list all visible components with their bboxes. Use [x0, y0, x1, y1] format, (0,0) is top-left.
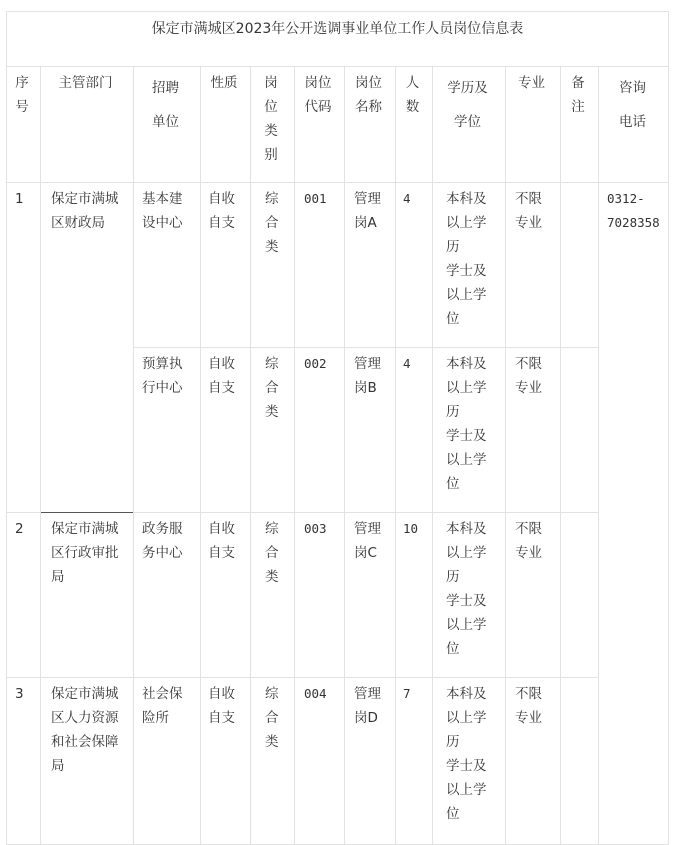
phone-cell [607, 187, 667, 235]
edu-cell-line: 以上学 [446, 710, 487, 726]
post-name-cell-line: 管理 [354, 191, 381, 207]
edu-cell-line: 历 [446, 404, 460, 420]
dept-cell-line: 和社会保障 [51, 734, 119, 750]
category-cell-line: 类 [265, 569, 279, 585]
edu-cell-line: 以上学 [446, 380, 487, 396]
code-cell-line: 003 [304, 521, 327, 536]
edu-cell-line: 历 [446, 734, 460, 750]
category-cell [265, 682, 292, 754]
header-unit-line: 招聘 [152, 80, 179, 96]
dept-cell-line: 区行政审批 [51, 545, 119, 561]
count-cell [403, 352, 430, 376]
unit-cell-line: 社会保 [142, 686, 183, 702]
header-phone [598, 71, 667, 139]
header-unit-line: 单位 [152, 114, 179, 130]
grid-line [668, 11, 669, 845]
dept-cell [51, 187, 131, 235]
dept-cell [51, 517, 131, 589]
edu-cell-line: 以上学 [446, 215, 487, 231]
edu-cell-line: 历 [446, 569, 460, 585]
unit-cell [142, 352, 198, 400]
nature-cell-line: 自支 [208, 380, 235, 396]
edu-cell-line: 位 [446, 476, 460, 492]
code-cell [304, 517, 342, 541]
major-cell-line: 不限 [515, 191, 542, 207]
edu-cell-line: 学士及 [446, 428, 487, 444]
header-dept-line: 主管部门 [58, 75, 113, 91]
nature-cell-line: 自收 [208, 191, 235, 207]
dept-cell-line: 局 [51, 569, 65, 585]
table-title: 保定市满城区2023年公开选调事业单位工作人员岗位信息表 [151, 21, 524, 37]
major-cell-line: 专业 [515, 545, 542, 561]
grid-line [505, 66, 506, 845]
edu-cell-line: 学士及 [446, 758, 487, 774]
grid-line [200, 66, 201, 845]
code-cell [304, 682, 342, 706]
dept-cell-line: 保定市满城 [51, 686, 119, 702]
header-category-line: 别 [264, 147, 278, 163]
header-remark-line: 备 [571, 75, 585, 91]
post-name-cell-line: 岗A [354, 215, 377, 231]
major-cell [515, 517, 558, 565]
grid-line [133, 66, 134, 845]
unit-cell-line: 设中心 [142, 215, 183, 231]
seq-cell [15, 517, 38, 541]
header-edu-line: 学位 [454, 114, 481, 130]
edu-cell-line: 以上学 [446, 287, 487, 303]
category-cell-line: 类 [265, 239, 279, 255]
edu-cell-line: 本科及 [446, 521, 487, 537]
count-cell-line: 4 [403, 356, 411, 371]
header-major-line: 专业 [518, 75, 545, 91]
header-code [294, 71, 342, 119]
category-cell [265, 352, 292, 424]
header-name-line: 名称 [355, 99, 382, 115]
grid-line [40, 66, 41, 845]
count-cell-line: 4 [403, 191, 411, 206]
header-code-line: 岗位 [304, 75, 332, 91]
nature-cell-line: 自收 [208, 356, 235, 372]
grid-line [6, 182, 669, 183]
unit-cell-line: 行中心 [142, 380, 183, 396]
unit-cell [142, 187, 198, 235]
header-category-line: 岗 [264, 75, 278, 91]
header-nature-line: 性质 [210, 75, 238, 91]
phone-cell-line: 7028358 [607, 215, 660, 230]
dept-cell-line: 局 [51, 758, 65, 774]
category-cell-line: 类 [265, 404, 279, 420]
edu-cell-line: 以上学 [446, 452, 487, 468]
header-edu [432, 71, 503, 139]
edu-cell-line: 以上学 [446, 617, 487, 633]
unit-cell-line: 政务服 [142, 521, 183, 537]
nature-cell-line: 自支 [208, 215, 235, 231]
major-cell-line: 不限 [515, 521, 542, 537]
seq-cell-line: 2 [15, 521, 24, 537]
edu-cell-line: 以上学 [446, 782, 487, 798]
seq-cell [15, 187, 38, 211]
header-count-line: 人 [405, 75, 420, 91]
post-name-cell [354, 187, 393, 235]
post-name-cell-line: 岗B [354, 380, 377, 396]
grid-line [250, 66, 251, 845]
post-name-cell-line: 岗D [354, 710, 378, 726]
major-cell [515, 352, 558, 400]
category-cell-line: 综 [265, 191, 279, 207]
grid-line [133, 347, 598, 348]
unit-cell [142, 517, 198, 565]
category-cell-line: 综 [265, 521, 279, 537]
nature-cell-line: 自支 [208, 545, 235, 561]
header-dept [40, 71, 131, 95]
edu-cell [446, 352, 503, 496]
header-phone-line: 咨询 [619, 80, 646, 96]
grid-line [41, 512, 133, 513]
edu-cell [446, 517, 503, 661]
edu-cell-line: 学士及 [446, 593, 487, 609]
category-cell-line: 综 [265, 686, 279, 702]
grid-line [560, 66, 561, 845]
unit-cell-line: 预算执 [142, 356, 183, 372]
code-cell [304, 352, 342, 376]
edu-cell-line: 学士及 [446, 263, 487, 279]
code-cell-line: 004 [304, 686, 327, 701]
grid-line [6, 66, 669, 67]
count-cell [403, 517, 430, 541]
header-count-line: 数 [405, 99, 420, 115]
header-seq-line: 号 [15, 99, 29, 115]
edu-cell-line: 历 [446, 239, 460, 255]
nature-cell-line: 自收 [208, 521, 235, 537]
header-code-line: 代码 [304, 99, 332, 115]
edu-cell-line: 位 [446, 311, 460, 327]
header-seq-line: 序 [15, 75, 29, 91]
edu-cell-line: 本科及 [446, 686, 487, 702]
header-count [395, 71, 430, 119]
category-cell-line: 合 [265, 545, 279, 561]
major-cell-line: 不限 [515, 356, 542, 372]
grid-line [6, 11, 669, 12]
dept-cell [51, 682, 131, 778]
seq-cell-line: 1 [15, 191, 24, 207]
dept-cell-line: 区人力资源 [51, 710, 119, 726]
edu-cell-line: 本科及 [446, 191, 487, 207]
major-cell-line: 专业 [515, 380, 542, 396]
header-category-line: 类 [264, 123, 278, 139]
code-cell-line: 001 [304, 191, 327, 206]
unit-cell-line: 基本建 [142, 191, 183, 207]
category-cell [265, 517, 292, 589]
header-remark-line: 注 [571, 99, 585, 115]
header-major [505, 71, 558, 95]
edu-cell-line: 以上学 [446, 545, 487, 561]
post-name-cell-line: 管理 [354, 686, 381, 702]
grid-line [432, 66, 433, 845]
post-name-cell-line: 岗C [354, 545, 377, 561]
count-cell [403, 187, 430, 211]
category-cell-line: 类 [265, 734, 279, 750]
header-edu-line: 学历及 [447, 80, 488, 96]
grid-line [344, 66, 345, 845]
major-cell [515, 187, 558, 235]
seq-cell [15, 682, 38, 706]
unit-cell [142, 682, 198, 730]
count-cell [403, 682, 430, 706]
edu-cell-line: 位 [446, 806, 460, 822]
header-category [250, 71, 292, 167]
edu-cell [446, 682, 503, 826]
category-cell-line: 合 [265, 215, 279, 231]
post-name-cell [354, 682, 393, 730]
grid-line [6, 11, 7, 845]
header-name [344, 71, 393, 119]
nature-cell [208, 352, 248, 400]
unit-cell-line: 务中心 [142, 545, 183, 561]
nature-cell-line: 自支 [208, 710, 235, 726]
edu-cell-line: 本科及 [446, 356, 487, 372]
dept-cell-line: 保定市满城 [51, 191, 119, 207]
count-cell-line: 7 [403, 686, 411, 701]
seq-cell-line: 3 [15, 686, 24, 702]
header-category-line: 位 [264, 99, 278, 115]
category-cell [265, 187, 292, 259]
code-cell-line: 002 [304, 356, 327, 371]
unit-cell-line: 险所 [142, 710, 169, 726]
header-nature [200, 71, 248, 95]
grid-line [395, 66, 396, 845]
nature-cell [208, 187, 248, 235]
post-name-cell [354, 517, 393, 565]
major-cell-line: 专业 [515, 710, 542, 726]
nature-cell [208, 682, 248, 730]
post-name-cell-line: 管理 [354, 521, 381, 537]
major-cell [515, 682, 558, 730]
grid-line [6, 677, 598, 678]
header-remark [560, 71, 596, 119]
category-cell-line: 综 [265, 356, 279, 372]
code-cell [304, 187, 342, 211]
header-phone-line: 电话 [619, 114, 646, 130]
category-cell-line: 合 [265, 710, 279, 726]
grid-line [294, 66, 295, 845]
header-seq [6, 71, 38, 119]
dept-cell-line: 保定市满城 [51, 521, 119, 537]
edu-cell-line: 位 [446, 641, 460, 657]
major-cell-line: 专业 [515, 215, 542, 231]
post-name-cell [354, 352, 393, 400]
count-cell-line: 10 [403, 521, 419, 536]
dept-cell-line: 区财政局 [51, 215, 105, 231]
major-cell-line: 不限 [515, 686, 542, 702]
recruitment-table [6, 11, 669, 845]
category-cell-line: 合 [265, 380, 279, 396]
edu-cell [446, 187, 503, 331]
post-name-cell-line: 管理 [354, 356, 381, 372]
header-unit [133, 71, 198, 139]
nature-cell-line: 自收 [208, 686, 235, 702]
grid-line [598, 66, 599, 845]
nature-cell [208, 517, 248, 565]
header-name-line: 岗位 [355, 75, 382, 91]
phone-cell-line: 0312- [607, 191, 645, 206]
